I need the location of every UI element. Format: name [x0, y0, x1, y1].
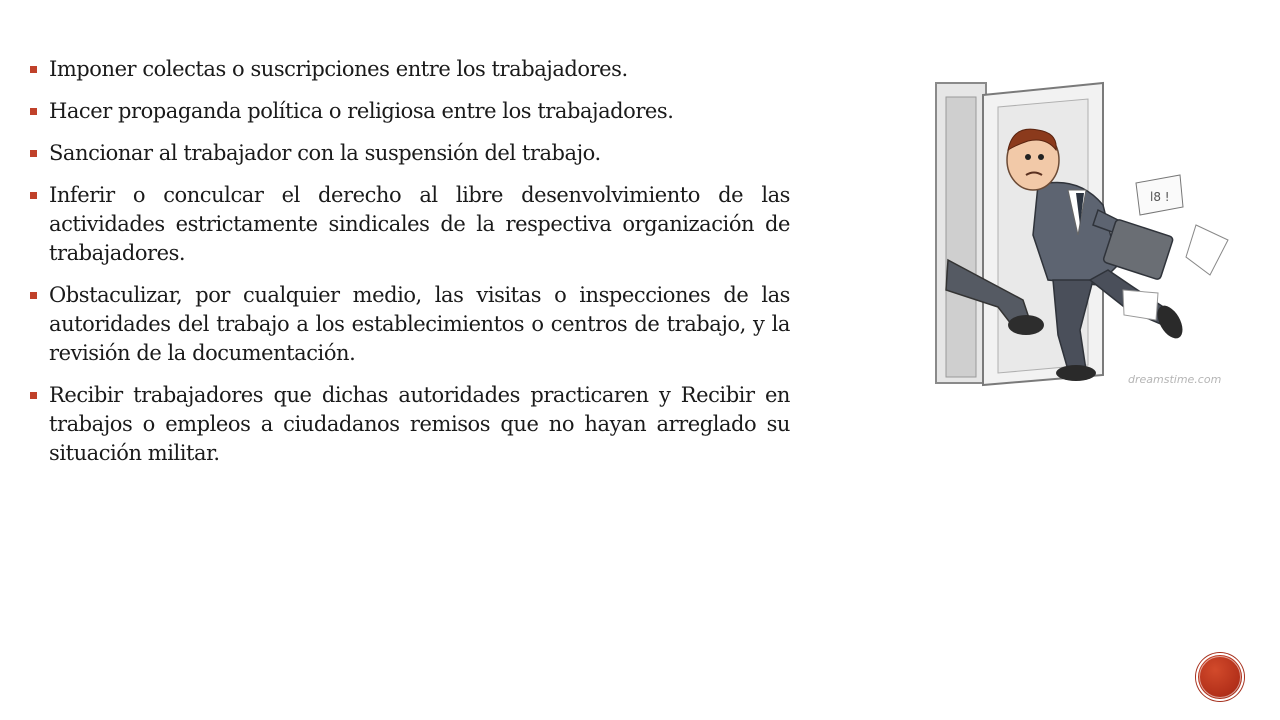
watermark-text: dreamstime.com: [1128, 373, 1222, 386]
square-bullet-icon: [30, 66, 37, 73]
flying-paper: [1123, 290, 1158, 320]
man-eye: [1038, 154, 1044, 160]
briefcase-icon: [1103, 219, 1174, 280]
bullet-text: Sancionar al trabajador con la suspensión del trabajo.: [49, 141, 601, 165]
bullet-text: Hacer propaganda política o religiosa entre los trabajadores.: [49, 99, 674, 123]
square-bullet-icon: [30, 292, 37, 299]
man-eye: [1025, 154, 1031, 160]
bullet-text: Obstaculizar, por cualquier medio, las visitas o inspecciones de las autoridades del trabajo a los establecimientos o centros de trabajo, y la revisión de la documentación.: [49, 283, 790, 365]
bullet-text: Imponer colectas o suscripciones entre los trabajadores.: [49, 57, 628, 81]
flying-paper: [1186, 225, 1228, 275]
door-frame-inner: [946, 97, 976, 377]
kicking-shoe: [1008, 315, 1044, 335]
square-bullet-icon: [30, 108, 37, 115]
square-bullet-icon: [30, 150, 37, 157]
svg-text:l8 !: l8 !: [1150, 190, 1170, 204]
list-item: [30, 55, 790, 84]
list-item: [30, 139, 790, 168]
list-item: [30, 181, 790, 268]
bullet-list: [30, 55, 790, 481]
square-bullet-icon: [30, 392, 37, 399]
list-item: [30, 97, 790, 126]
man-shoe-left: [1056, 365, 1096, 381]
list-item: [30, 381, 790, 468]
list-item: [30, 281, 790, 368]
bullet-text: Inferir o conculcar el derecho al libre desenvolvimiento de las actividades estrictamente sindicales de la respectiva organización de trabajadores.: [49, 183, 790, 265]
square-bullet-icon: [30, 192, 37, 199]
kicked-out-employee-illustration: [928, 75, 1238, 400]
bullet-text: Recibir trabajadores que dichas autoridades practicaren y Recibir en trabajos o empleos a ciudadanos remisos que no hayan arreglado su situación militar.: [49, 383, 790, 465]
slide-navigation-circle-icon[interactable]: [1196, 653, 1244, 701]
